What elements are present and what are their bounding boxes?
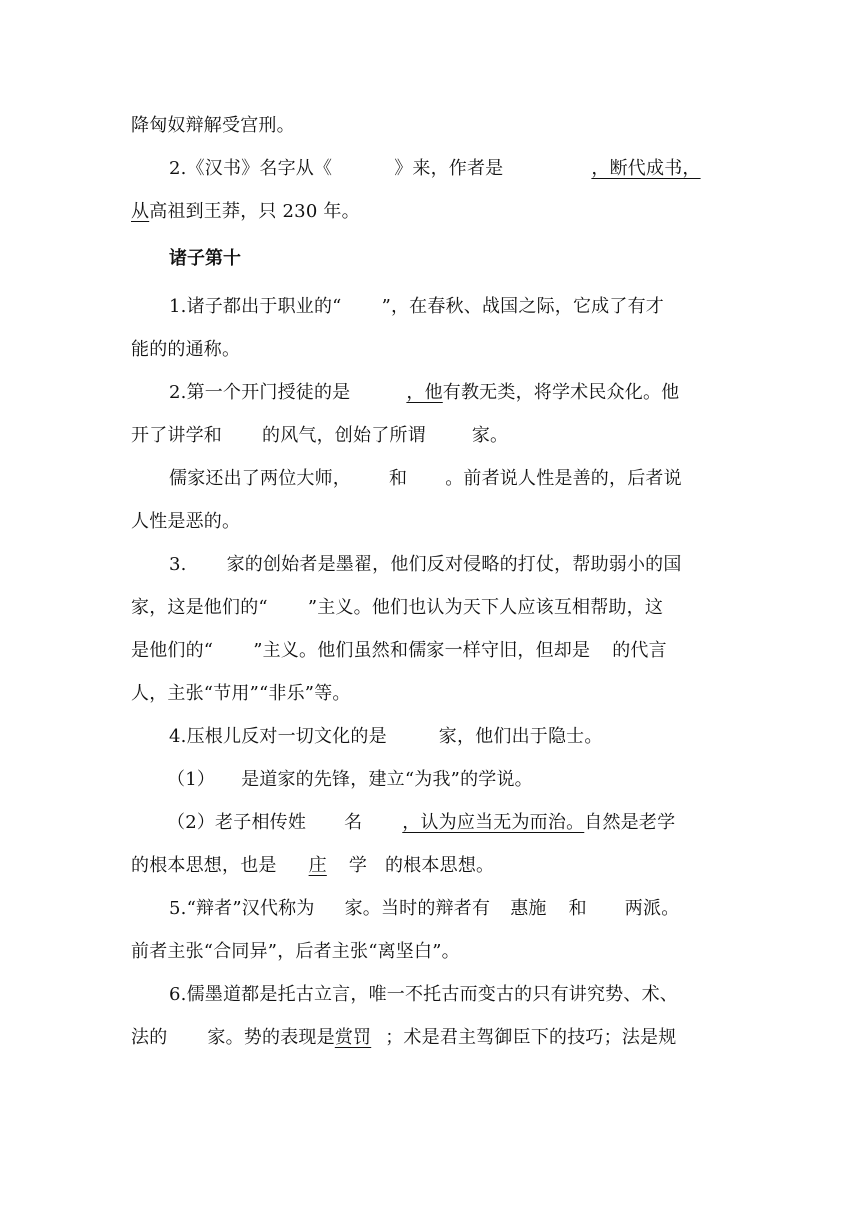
text: 降匈奴辩解受宫刑。 — [131, 115, 295, 136]
text-line — [131, 190, 731, 233]
text-line — [131, 371, 731, 414]
text-line — [131, 715, 731, 758]
text: 惠施 — [510, 898, 547, 919]
text-line — [131, 104, 731, 147]
text: 5.“辩者”汉代称为 — [169, 898, 315, 919]
text-line — [131, 672, 731, 715]
text: 1.诸子都出于职业的“ — [169, 296, 342, 317]
text: 2.《汉书》名字从《 — [169, 158, 333, 179]
text-line — [131, 930, 731, 973]
text: 4.压根儿反对一切文化的是 — [169, 726, 387, 747]
underlined-text: 庄 — [308, 855, 327, 876]
text: 开了讲学和 — [131, 425, 222, 446]
text-line — [131, 973, 731, 1016]
text: 人，主张“节用”“非乐”等。 — [131, 683, 351, 704]
text: 和 — [389, 468, 408, 489]
text: （1） — [167, 769, 216, 790]
text: 的根本思想，也是 — [131, 855, 277, 876]
underlined-text: 从 — [131, 201, 150, 222]
text: ”主义。他们也认为天下人应该互相帮助，这 — [307, 597, 664, 618]
text: 自然是老学 — [584, 812, 676, 833]
text: 家，这是他们的“ — [131, 597, 268, 618]
text-line — [131, 457, 731, 500]
text: 和 — [568, 898, 587, 919]
text: 》来，作者是 — [394, 158, 504, 179]
text: 法的 — [131, 1027, 168, 1048]
text: 。前者说人性是善的，后者说 — [445, 468, 682, 489]
text: 的代言 — [612, 640, 667, 661]
document-page — [131, 104, 731, 1059]
text: （2）老子相传姓 — [167, 812, 307, 833]
text-line — [131, 500, 731, 543]
text: 2.第一个开门授徒的是 — [169, 382, 351, 403]
text: 家。 — [471, 425, 509, 446]
underlined-text: ，断代成书， — [591, 158, 701, 179]
text: 是他们的“ — [131, 640, 214, 661]
text-line — [131, 414, 731, 457]
text: 是道家的先锋，建立“为我”的学说。 — [241, 769, 533, 790]
text: 的根本思想。 — [385, 855, 495, 876]
text-line — [131, 1016, 731, 1059]
underlined-text: 赏罚 — [334, 1027, 372, 1048]
text-line — [131, 801, 731, 844]
text: ；术是君主驾御臣下的技巧；法是规 — [385, 1027, 677, 1048]
underlined-text: ，认为应当无为而治。 — [402, 812, 585, 833]
text: ”主义。他们虽然和儒家一样守旧，但却是 — [253, 640, 591, 661]
text-line — [131, 543, 731, 586]
text: 家。当时的辩者有 — [344, 898, 491, 919]
text: 名 — [344, 812, 363, 833]
text: 两派。 — [624, 898, 680, 919]
section-heading: 诸子第十 — [169, 248, 241, 269]
text-line — [131, 887, 731, 930]
text: 前者主张“合同异”，后者主张“离坚白”。 — [131, 941, 460, 962]
text-line — [131, 285, 731, 328]
text: 3. — [169, 554, 187, 575]
text: 6.儒墨道都是托古立言，唯一不托古而变古的只有讲究势、术、 — [169, 984, 678, 1005]
text-line — [131, 147, 731, 190]
text: 家的创始者是墨翟，他们反对侵略的打仗，帮助弱小的国 — [226, 554, 682, 575]
text: 家。势的表现是 — [207, 1027, 335, 1048]
text: 人性是恶的。 — [131, 511, 241, 532]
text: 高祖到王莽，只 230 年。 — [149, 201, 360, 222]
text-line — [131, 586, 731, 629]
text: 儒家还出了两位大师， — [169, 468, 351, 489]
underlined-text: ，他 — [406, 382, 443, 403]
text: 能的的通称。 — [131, 339, 241, 360]
text-line — [131, 629, 731, 672]
text: 学 — [348, 855, 368, 876]
text-line — [131, 844, 731, 887]
text-line — [131, 328, 731, 371]
text: 的风气，创始了所谓 — [262, 425, 426, 446]
text-line — [131, 758, 731, 801]
text: 家，他们出于隐士。 — [438, 726, 603, 747]
text: 有教无类，将学术民众化。他 — [442, 382, 680, 403]
text: ”，在春秋、战国之际，它成了有才 — [381, 296, 664, 317]
